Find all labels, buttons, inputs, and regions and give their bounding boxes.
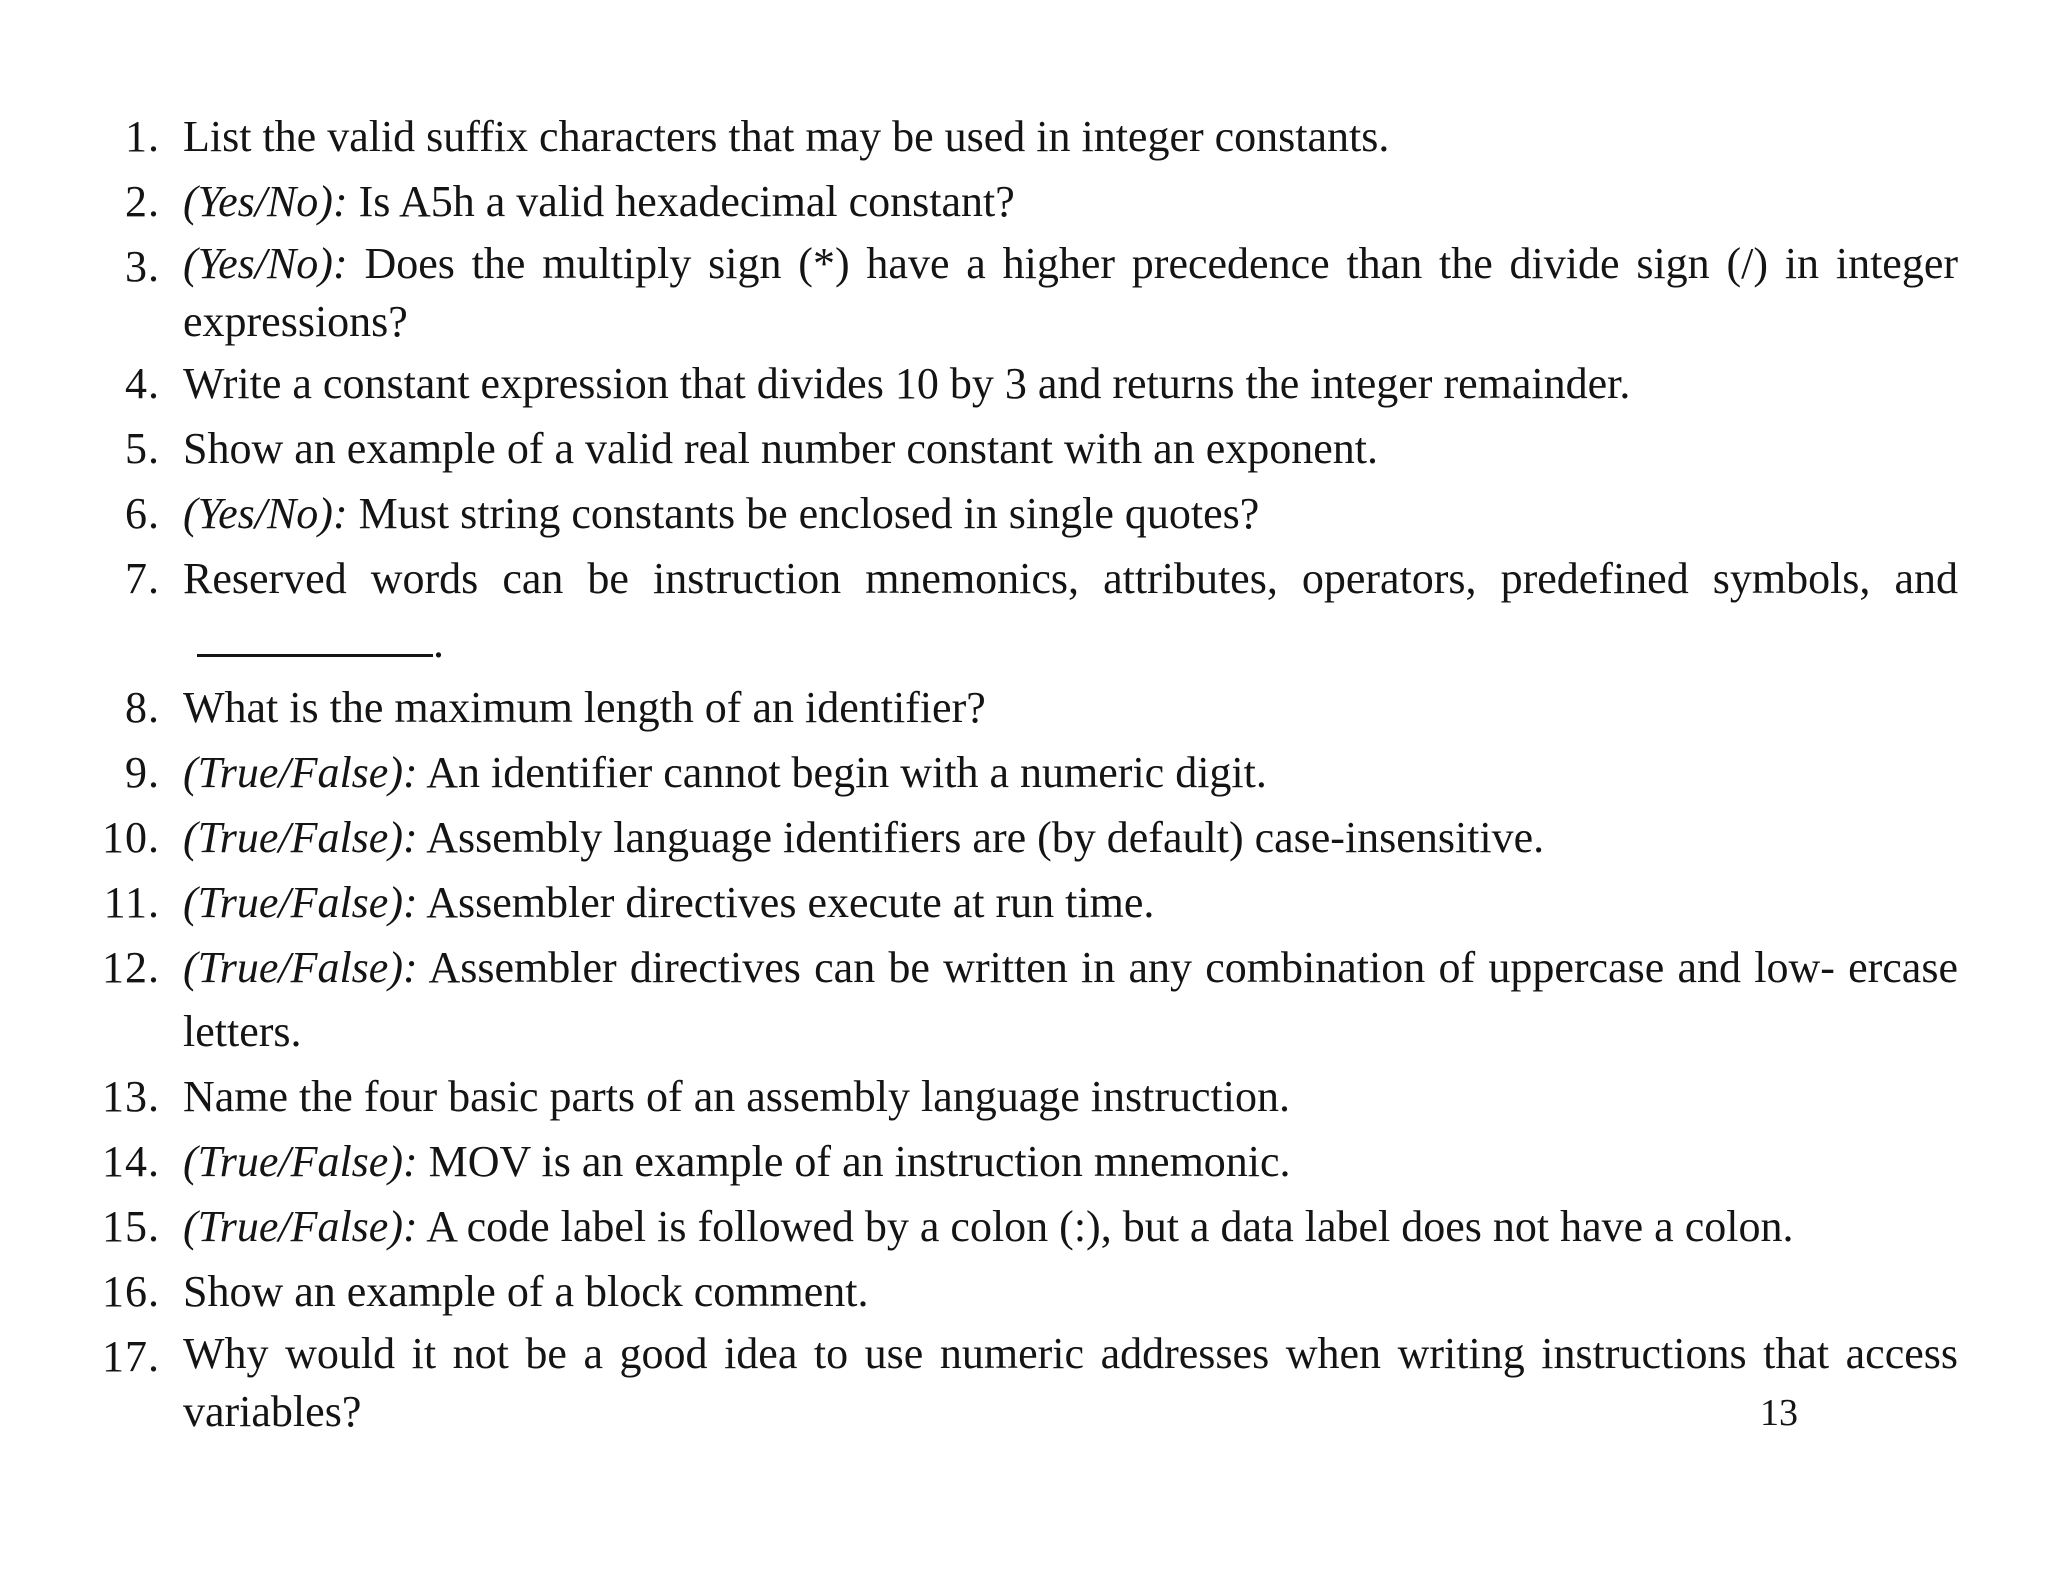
question-number: 14.	[102, 1137, 160, 1186]
question-2	[0, 170, 2048, 234]
question-number: 17.	[102, 1332, 160, 1381]
question-text	[183, 1195, 1958, 1259]
question-4	[0, 352, 2048, 416]
question-15	[0, 1195, 2048, 1259]
question-body: A code label is followed by a colon (:), but a data label does not have a colon.	[426, 1202, 1794, 1251]
question-13	[0, 1065, 2048, 1129]
question-number: 4.	[125, 359, 160, 408]
question-8	[0, 676, 2048, 740]
question-body: What is the maximum length of an identifier?	[183, 683, 986, 732]
question-body: Assembler directives can be written in any combination of uppercase and low- ercase letters.	[183, 943, 1958, 1056]
question-body: Name the four basic parts of an assembly language instruction.	[183, 1072, 1291, 1121]
question-body: Assembler directives execute at run time.	[426, 878, 1155, 927]
question-number: 13.	[102, 1072, 160, 1121]
question-label: (True/False):	[183, 748, 418, 797]
question-text	[183, 105, 1958, 169]
question-number: 12.	[102, 943, 160, 992]
question-body: Must string constants be enclosed in single quotes?	[358, 489, 1260, 538]
question-text	[183, 547, 1958, 675]
question-14	[0, 1130, 2048, 1194]
question-text	[183, 676, 1958, 740]
question-text	[183, 235, 1958, 351]
question-label: (True/False):	[183, 1137, 418, 1186]
question-body: Does the multiply sign (*) have a higher precedence than the divide sign (/) in integer expressions?	[183, 239, 1959, 346]
question-5	[0, 417, 2048, 481]
question-number: 9.	[125, 748, 160, 797]
question-7	[0, 547, 2048, 675]
question-body: Why would it not be a good idea to use numeric addresses when writing instructions that access variables?	[183, 1329, 1958, 1436]
question-number: 11.	[103, 878, 160, 927]
question-16	[0, 1260, 2048, 1324]
answer-blank	[197, 620, 433, 657]
question-body: Assembly language identifiers are (by default) case-insensitive.	[426, 813, 1545, 862]
question-text	[183, 1065, 1958, 1129]
question-number: 8.	[125, 683, 160, 732]
question-label: (Yes/No):	[183, 239, 348, 288]
question-label: (True/False):	[183, 878, 418, 927]
question-text	[183, 806, 1958, 870]
question-number: 2.	[125, 177, 160, 226]
question-text	[183, 1130, 1958, 1194]
question-body: An identifier cannot begin with a numeric digit.	[426, 748, 1267, 797]
question-text	[183, 1260, 1958, 1324]
question-text	[183, 936, 1958, 1064]
question-number: 7.	[125, 554, 160, 603]
question-number: 5.	[125, 424, 160, 473]
question-3	[0, 235, 2048, 351]
question-number: 10.	[102, 813, 160, 862]
question-text	[183, 871, 1958, 935]
question-body: List the valid suffix characters that may be used in integer constants.	[183, 112, 1390, 161]
question-text	[183, 482, 1958, 546]
question-text	[183, 352, 1958, 416]
question-6	[0, 482, 2048, 546]
question-label: (Yes/No):	[183, 489, 348, 538]
question-suffix: .	[433, 618, 444, 667]
question-body: Write a constant expression that divides 10 by 3 and returns the integer remainder.	[183, 359, 1631, 408]
question-text	[183, 1325, 1958, 1441]
question-number: 1.	[125, 112, 160, 161]
question-body: Reserved words can be instruction mnemonics, attributes, operators, predefined symbols, and	[183, 554, 1958, 603]
question-number: 16.	[102, 1267, 160, 1316]
question-label: (Yes/No):	[183, 177, 348, 226]
review-question-list	[0, 105, 2048, 1442]
question-body: Show an example of a block comment.	[183, 1267, 869, 1316]
question-12	[0, 936, 2048, 1064]
question-10	[0, 806, 2048, 870]
question-number: 6.	[125, 489, 160, 538]
question-1	[0, 105, 2048, 169]
question-11	[0, 871, 2048, 935]
question-text	[183, 417, 1958, 481]
question-number: 15.	[102, 1202, 160, 1251]
question-number: 3.	[125, 242, 160, 291]
question-label: (True/False):	[183, 943, 418, 992]
question-text	[183, 170, 1958, 234]
question-body: Show an example of a valid real number constant with an exponent.	[183, 424, 1378, 473]
question-label: (True/False):	[183, 1202, 418, 1251]
question-9	[0, 741, 2048, 805]
question-body: MOV is an example of an instruction mnemonic.	[428, 1137, 1291, 1186]
question-body: Is A5h a valid hexadecimal constant?	[358, 177, 1015, 226]
question-17	[0, 1325, 2048, 1441]
page-number: 13	[1760, 1392, 1798, 1434]
question-label: (True/False):	[183, 813, 418, 862]
question-text	[183, 741, 1958, 805]
